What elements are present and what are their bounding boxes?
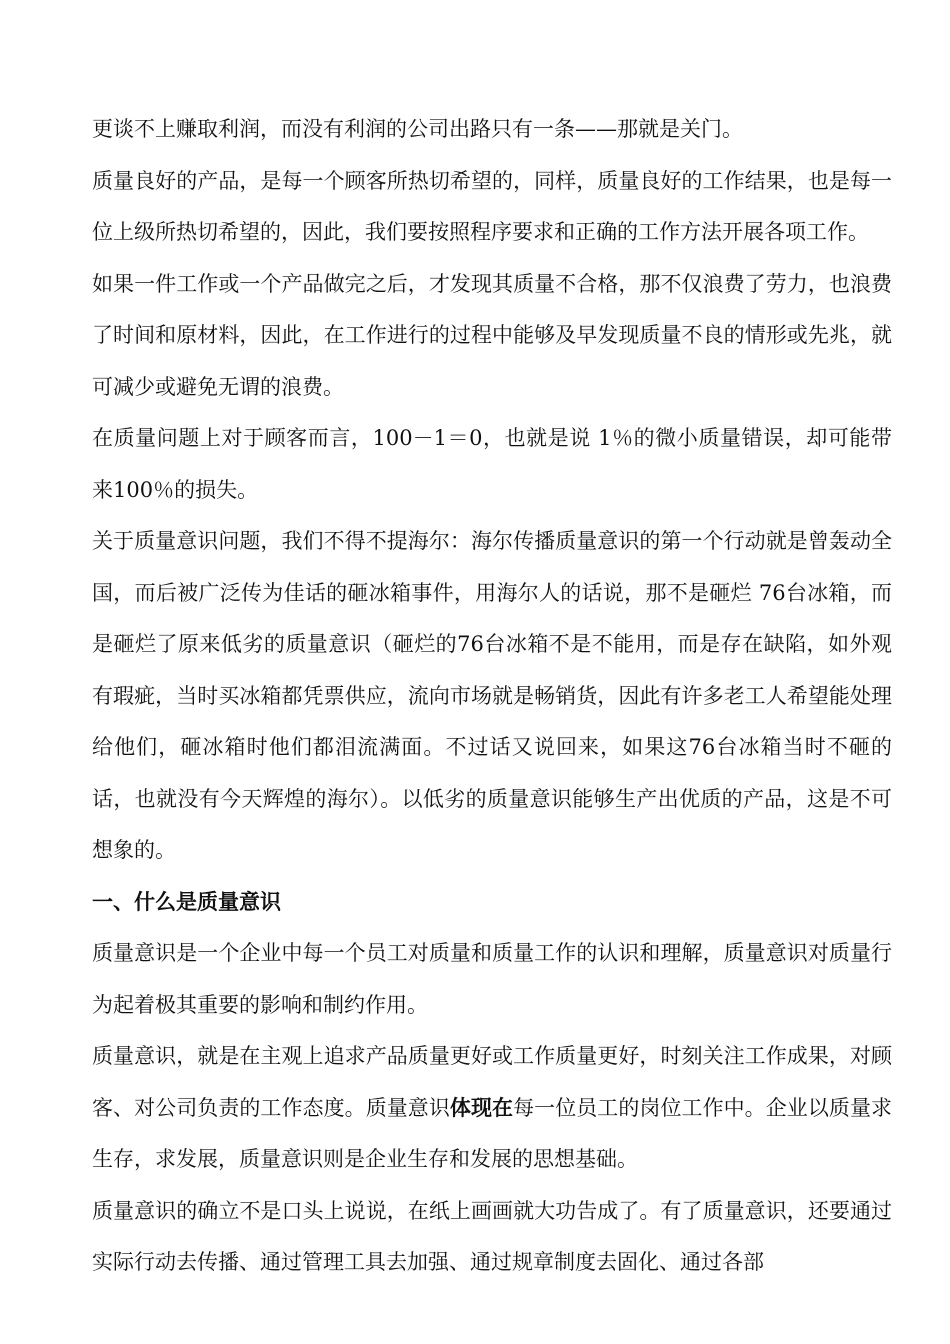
paragraph-5: 关于质量意识问题，我们不得不提海尔：海尔传播质量意识的第一个行动就是曾轰动全国，而后被广泛传为佳话的砸冰箱事件，用海尔人的话说，那不是砸烂 76台冰箱，而是砸烂了原来低劣的质量意识（砸烂的76台冰箱不是不能用，而是存在缺陷，如外观有瑕疵，当时买冰箱都凭票供应，流向市场就是畅销货，因此有许多老工人希望能处理给他们，砸冰箱时他们都泪流满面。不过话又说回来，如果这76台冰箱当时不砸的话，也就没有今天辉煌的海尔）。以低劣的质量意识能够生产出优质的产品，这是不可想象的。 bbox=[92, 529, 892, 862]
paragraph-8: 质量意识的确立不是口头上说说，在纸上画画就大功告成了。有了质量意识，还要通过实际行动去传播、通过管理工具去加强、通过规章制度去固化、通过各部 bbox=[92, 1198, 892, 1274]
paragraph-2: 质量良好的产品，是每一个顾客所热切希望的，同样，质量良好的工作结果，也是每一位上级所热切希望的，因此，我们要按照程序要求和正确的工作方法开展各项工作。 bbox=[92, 168, 892, 244]
paragraph-6: 质量意识是一个企业中每一个员工对质量和质量工作的认识和理解，质量意识对质量行为起着极其重要的影响和制约作用。 bbox=[92, 941, 892, 1017]
paragraph-1: 更谈不上赚取利润，而没有利润的公司出路只有一条——那就是关门。 bbox=[92, 117, 743, 141]
paragraph-3: 如果一件工作或一个产品做完之后，才发现其质量不合格，那不仅浪费了劳力，也浪费了时间和原材料，因此，在工作进行的过程中能够及早发现质量不良的情形或先兆，就可减少或避免无谓的浪费。 bbox=[92, 271, 892, 399]
paragraph-4: 在质量问题上对于顾客而言，100－1＝0，也就是说 1％的微小质量错误，却可能带来100％的损失。 bbox=[92, 426, 892, 502]
paragraph-7 bbox=[92, 1031, 892, 1186]
document-page bbox=[92, 104, 892, 1289]
section-heading: 一、什么是质量意识 bbox=[92, 889, 281, 914]
paragraph-7-text-b: 每一位员工的岗位工作中。企业以质量求生存，求发展，质量意识则是企业生存和发展的思想基础。 bbox=[92, 1095, 893, 1171]
paragraph-7-text-a: 质量意识，就是在主观上追求产品质量更好或工作质量更好，时刻关注工作成果，对顾客、对公司负责的工作态度。质量意识 bbox=[92, 1044, 892, 1120]
paragraph-7-bold-text: 体现在 bbox=[449, 1095, 514, 1120]
